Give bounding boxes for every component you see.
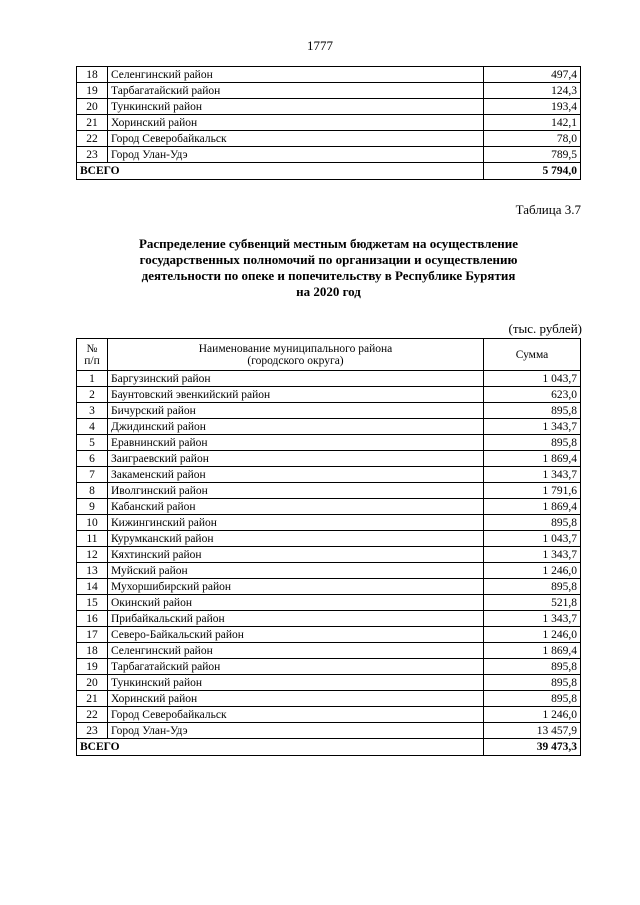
row-sum: 1 869,4 — [484, 643, 581, 659]
row-name: Селенгинский район — [108, 67, 484, 83]
row-sum: 1 869,4 — [484, 499, 581, 515]
row-sum: 895,8 — [484, 435, 581, 451]
row-sum: 623,0 — [484, 387, 581, 403]
table-row — [77, 419, 581, 435]
row-sum: 1 343,7 — [484, 419, 581, 435]
row-sum: 1 246,0 — [484, 563, 581, 579]
continued-subsidy-table — [76, 66, 581, 180]
row-num: 22 — [77, 131, 108, 147]
row-name: Бичурский район — [108, 403, 484, 419]
table-title — [76, 236, 581, 300]
header-num — [77, 339, 108, 371]
header-num-line1: № — [86, 342, 98, 355]
page-number: 1777 — [307, 38, 333, 53]
table-row — [77, 691, 581, 707]
table-label: Таблица 3.7 — [515, 202, 581, 217]
row-sum: 142,1 — [484, 115, 581, 131]
row-sum: 13 457,9 — [484, 723, 581, 739]
table-row — [77, 547, 581, 563]
row-num: 12 — [77, 547, 108, 563]
table-row — [77, 451, 581, 467]
table-row — [77, 675, 581, 691]
continued-table-body — [77, 67, 581, 163]
row-name: Город Улан-Удэ — [108, 723, 484, 739]
table-row — [77, 627, 581, 643]
table-row — [77, 483, 581, 499]
header-num-line2: п/п — [84, 354, 100, 367]
header-row — [77, 339, 581, 371]
row-sum: 124,3 — [484, 83, 581, 99]
row-num: 5 — [77, 435, 108, 451]
row-sum: 895,8 — [484, 579, 581, 595]
row-name: Тункинский район — [108, 675, 484, 691]
subsidy-table-body — [77, 371, 581, 739]
header-name-line2: (городского округа) — [247, 354, 344, 367]
row-num: 13 — [77, 563, 108, 579]
table-row — [77, 611, 581, 627]
row-name: Тарбагатайский район — [108, 659, 484, 675]
row-num: 21 — [77, 115, 108, 131]
table-row — [77, 467, 581, 483]
row-sum: 193,4 — [484, 99, 581, 115]
row-name: Хоринский район — [108, 691, 484, 707]
row-name: Заиграевский район — [108, 451, 484, 467]
table-row — [77, 99, 581, 115]
title-line: деятельности по опеке и попечительству в Республике Бурятия — [141, 268, 516, 283]
row-num: 23 — [77, 147, 108, 163]
title-line: на 2020 год — [296, 284, 361, 299]
table-row — [77, 659, 581, 675]
row-name: Муйский район — [108, 563, 484, 579]
units-label: (тыс. рублей) — [508, 321, 582, 336]
row-name: Тарбагатайский район — [108, 83, 484, 99]
row-name: Курумканский район — [108, 531, 484, 547]
header-name — [108, 339, 484, 371]
row-name: Селенгинский район — [108, 643, 484, 659]
table-row — [77, 131, 581, 147]
row-num: 16 — [77, 611, 108, 627]
row-num: 3 — [77, 403, 108, 419]
row-sum: 521,8 — [484, 595, 581, 611]
table-row — [77, 595, 581, 611]
row-name: Город Улан-Удэ — [108, 147, 484, 163]
row-num: 4 — [77, 419, 108, 435]
row-num: 11 — [77, 531, 108, 547]
row-sum: 895,8 — [484, 659, 581, 675]
row-sum: 789,5 — [484, 147, 581, 163]
total-label: ВСЕГО — [77, 739, 484, 756]
table-row — [77, 499, 581, 515]
table-row — [77, 83, 581, 99]
row-num: 1 — [77, 371, 108, 387]
header-name-line1: Наименование муниципального района — [198, 342, 393, 355]
row-sum: 895,8 — [484, 515, 581, 531]
table-row — [77, 707, 581, 723]
row-num: 8 — [77, 483, 108, 499]
row-sum: 1 869,4 — [484, 451, 581, 467]
total-row — [77, 739, 581, 756]
table-row — [77, 147, 581, 163]
row-num: 19 — [77, 83, 108, 99]
row-num: 14 — [77, 579, 108, 595]
row-num: 20 — [77, 99, 108, 115]
table-row — [77, 643, 581, 659]
row-num: 19 — [77, 659, 108, 675]
row-name: Северо-Байкальский район — [108, 627, 484, 643]
row-num: 17 — [77, 627, 108, 643]
row-name: Джидинский район — [108, 419, 484, 435]
table-row — [77, 563, 581, 579]
total-row — [77, 163, 581, 180]
title-line: государственных полномочий по организации и осуществлению — [139, 252, 518, 267]
row-sum: 497,4 — [484, 67, 581, 83]
table-row — [77, 403, 581, 419]
table-row — [77, 723, 581, 739]
row-sum: 895,8 — [484, 675, 581, 691]
row-name: Город Северобайкальск — [108, 707, 484, 723]
row-name: Закаменский район — [108, 467, 484, 483]
row-num: 21 — [77, 691, 108, 707]
table-row — [77, 371, 581, 387]
row-sum: 1 791,6 — [484, 483, 581, 499]
row-sum: 1 343,7 — [484, 467, 581, 483]
subsidy-table — [76, 338, 581, 756]
row-name: Еравнинский район — [108, 435, 484, 451]
row-num: 7 — [77, 467, 108, 483]
row-num: 2 — [77, 387, 108, 403]
row-num: 6 — [77, 451, 108, 467]
row-num: 22 — [77, 707, 108, 723]
table-row — [77, 67, 581, 83]
header-sum: Сумма — [484, 339, 581, 371]
row-sum: 895,8 — [484, 403, 581, 419]
total-label: ВСЕГО — [77, 163, 484, 180]
row-name: Кижингинский район — [108, 515, 484, 531]
table-row — [77, 515, 581, 531]
row-name: Мухоршибирский район — [108, 579, 484, 595]
row-name: Тункинский район — [108, 99, 484, 115]
row-num: 15 — [77, 595, 108, 611]
row-num: 20 — [77, 675, 108, 691]
title-line: Распределение субвенций местным бюджетам на осуществление — [138, 236, 519, 251]
row-sum: 895,8 — [484, 691, 581, 707]
row-sum: 78,0 — [484, 131, 581, 147]
row-name: Хоринский район — [108, 115, 484, 131]
table-row — [77, 115, 581, 131]
table-row — [77, 387, 581, 403]
row-sum: 1 343,7 — [484, 547, 581, 563]
total-sum: 39 473,3 — [484, 739, 581, 756]
row-sum: 1 246,0 — [484, 707, 581, 723]
row-name: Иволгинский район — [108, 483, 484, 499]
row-name: Баргузинский район — [108, 371, 484, 387]
row-name: Баунтовский эвенкийский район — [108, 387, 484, 403]
row-name: Кабанский район — [108, 499, 484, 515]
row-name: Прибайкальский район — [108, 611, 484, 627]
row-num: 23 — [77, 723, 108, 739]
row-sum: 1 343,7 — [484, 611, 581, 627]
row-name: Кяхтинский район — [108, 547, 484, 563]
row-num: 18 — [77, 67, 108, 83]
row-sum: 1 043,7 — [484, 371, 581, 387]
row-sum: 1 246,0 — [484, 627, 581, 643]
total-sum: 5 794,0 — [484, 163, 581, 180]
row-name: Город Северобайкальск — [108, 131, 484, 147]
table-row — [77, 531, 581, 547]
row-num: 18 — [77, 643, 108, 659]
row-sum: 1 043,7 — [484, 531, 581, 547]
table-row — [77, 579, 581, 595]
row-num: 10 — [77, 515, 108, 531]
table-row — [77, 435, 581, 451]
row-num: 9 — [77, 499, 108, 515]
row-name: Окинский район — [108, 595, 484, 611]
